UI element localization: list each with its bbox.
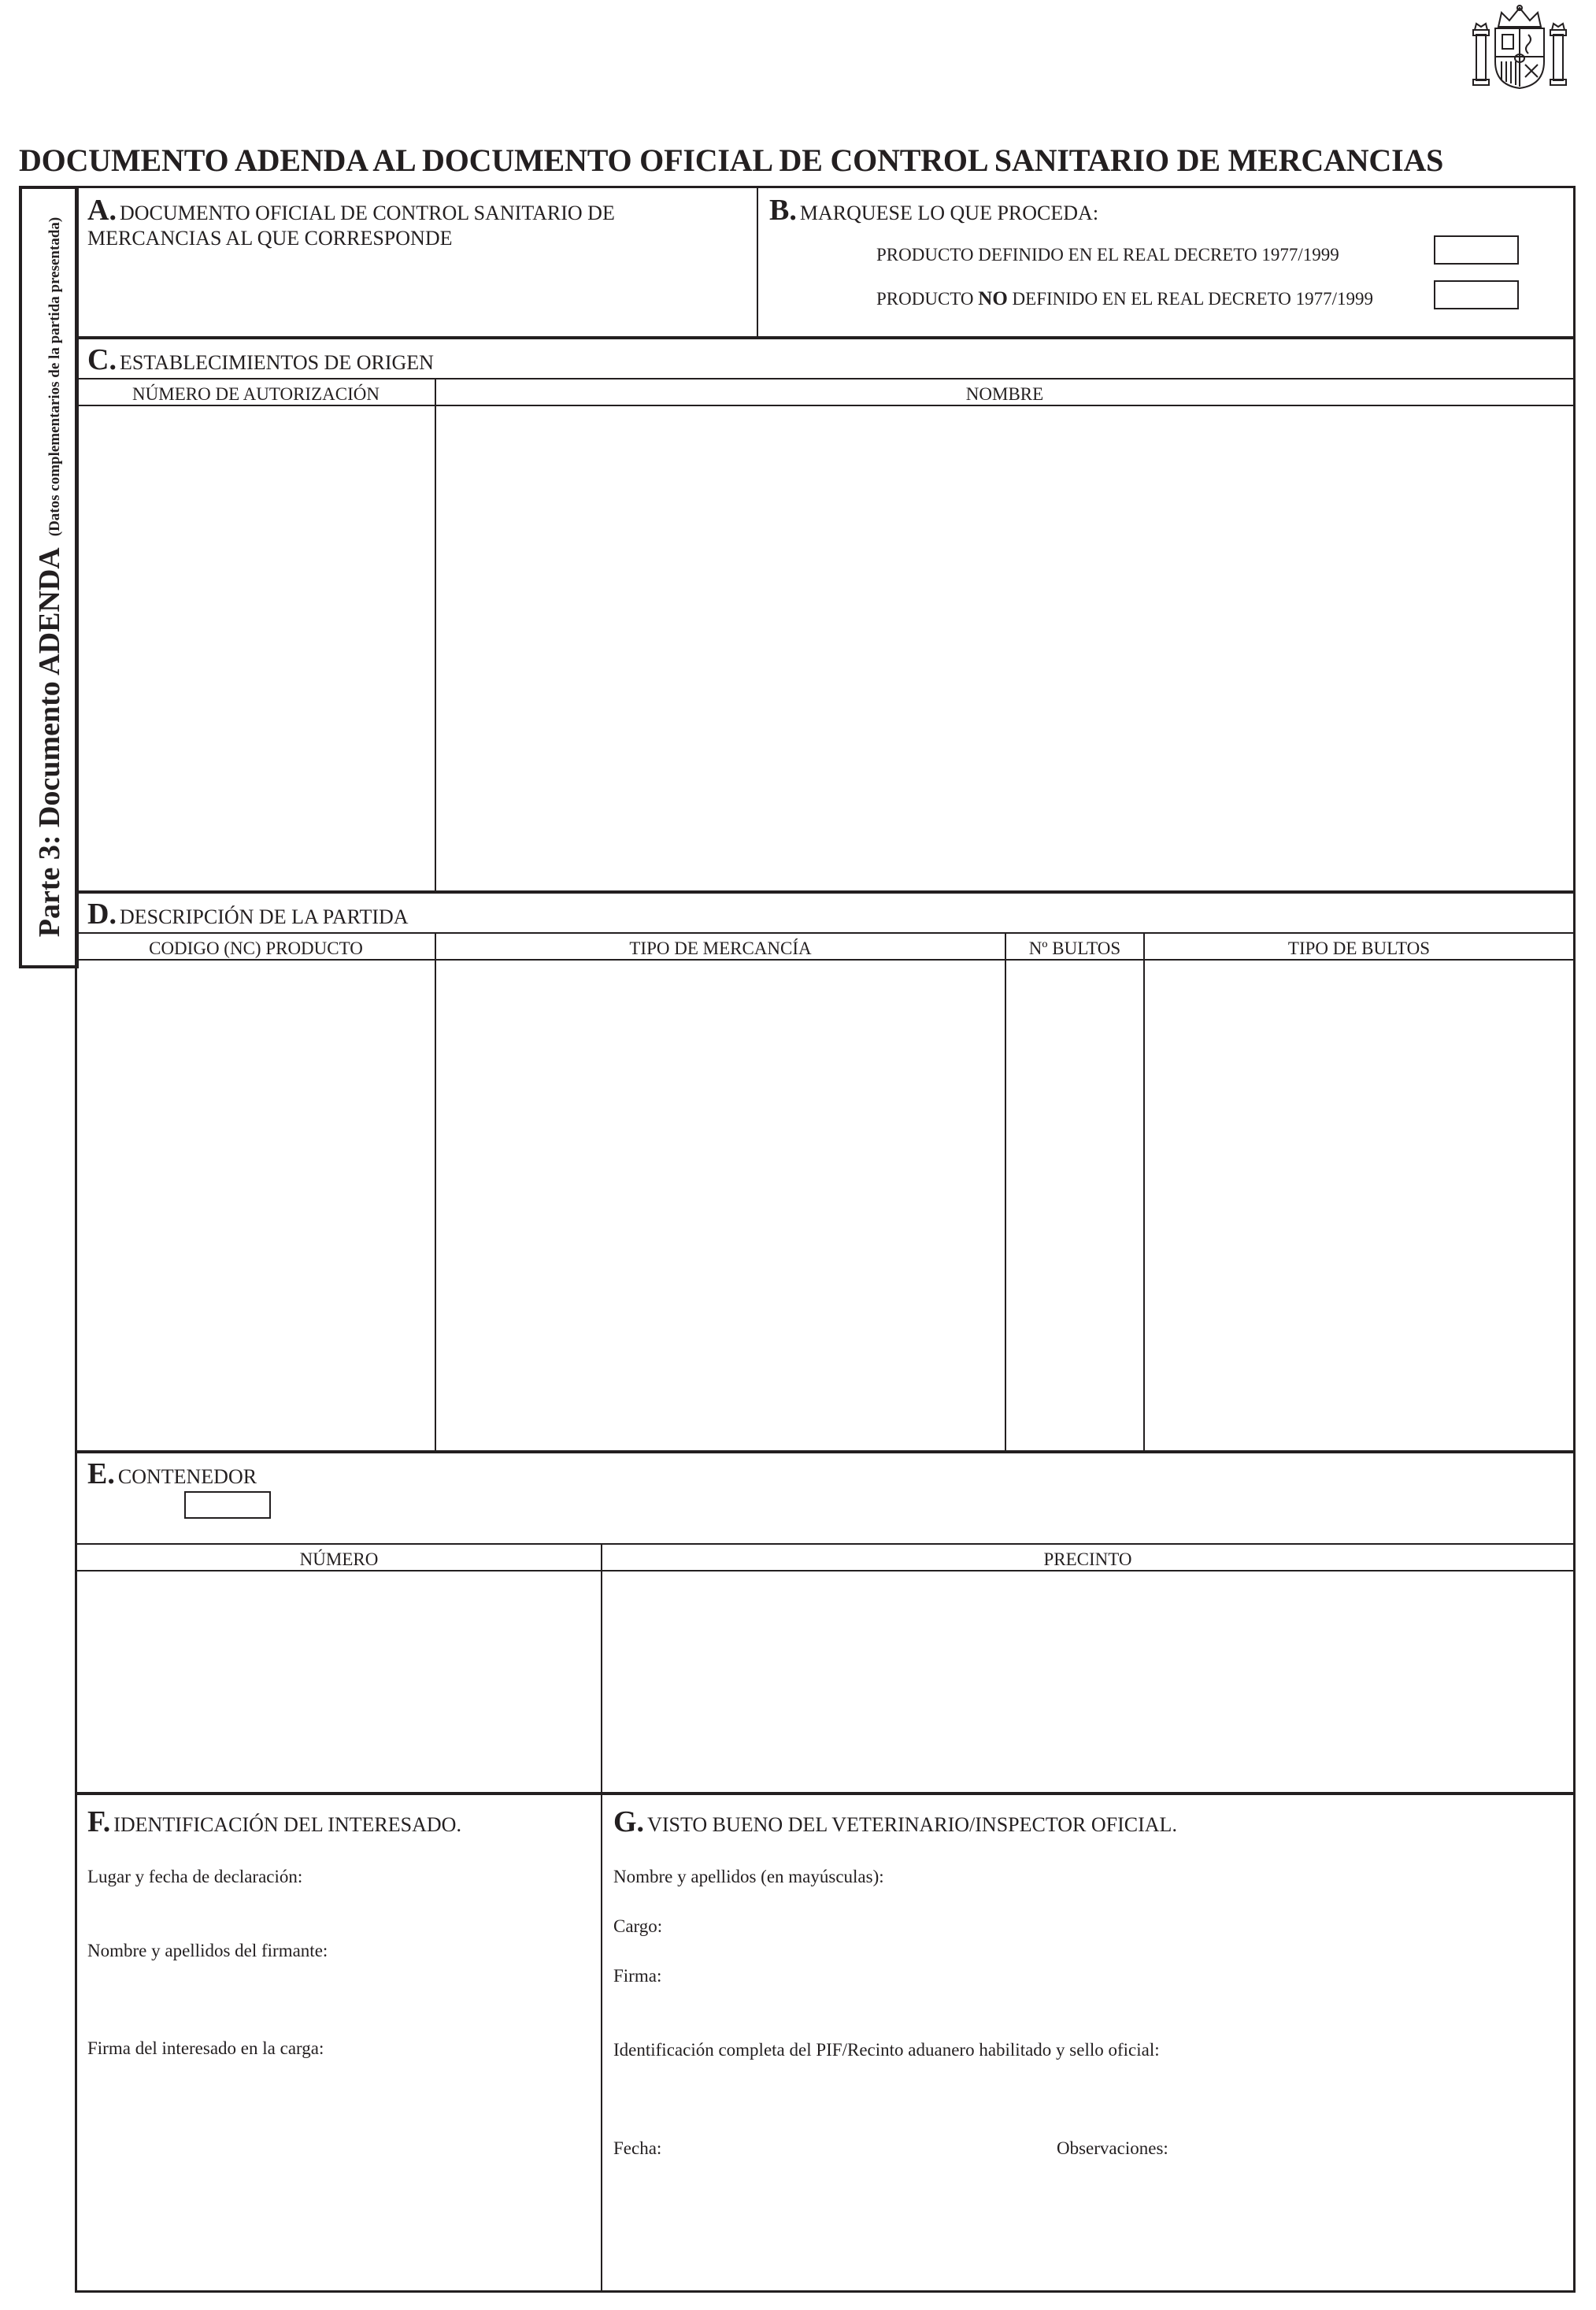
section-d-packages-type-cell[interactable] [1145,961,1573,1450]
section-e-letter: E. [87,1457,115,1490]
section-c-name-cell[interactable] [436,406,1573,890]
section-e-seal-cell[interactable] [602,1571,1573,1792]
section-d-col-packages-type: TIPO DE BULTOS [1287,938,1431,958]
section-c-title: ESTABLECIMIENTOS DE ORIGEN [119,351,434,374]
section-g-observations: Observaciones: [1057,2138,1168,2158]
section-d-title: DESCRIPCIÓN DE LA PARTIDA [119,905,409,928]
section-f-signature: Firma del interesado en la carga: [87,2038,324,2058]
section-d-heading [87,899,409,929]
section-b-heading [769,195,1098,225]
section-c-letter: C. [87,343,117,376]
section-e-col-number: NÚMERO [299,1549,379,1569]
section-d-col-packages-count: Nº BULTOS [1028,938,1121,958]
section-f-declaration-place-date-field[interactable] [87,1890,591,1937]
section-a-letter: A. [87,194,117,227]
section-d-header-top [76,932,1575,934]
section-e-container-checkbox[interactable] [184,1491,271,1519]
section-d-packages-count-cell[interactable] [1006,961,1143,1450]
divider-a-b [757,186,758,337]
section-g-position: Cargo: [613,1916,663,1936]
section-f-letter: F. [87,1805,111,1838]
section-d-code-cell[interactable] [77,961,435,1450]
section-g-pif-identification: Identificación completa del PIF/Recinto aduanero habilitado y sello oficial: [613,2040,1160,2060]
section-d-goods-type-cell[interactable] [436,961,1005,1450]
section-d-top-rule [76,890,1575,894]
side-label-sub: (Datos complementarios de la partida presentada) [46,217,63,537]
section-b-title: MARQUESE LO QUE PROCEDA: [799,202,1099,224]
section-c-heading [87,345,434,375]
section-c-authorization-cell[interactable] [77,406,435,890]
frame-bottom [75,2290,1576,2293]
frame-right [1573,186,1576,2293]
section-e-col-seal: PRECINTO [1043,1549,1132,1569]
section-e-heading [87,1459,257,1489]
frame-top [76,186,1575,188]
section-f-signer-name-field[interactable] [87,1964,591,2034]
section-g-official-name: Nombre y apellidos (en mayúsculas): [613,1867,884,1886]
section-b-option1-checkbox[interactable] [1434,235,1519,265]
section-f-heading [87,1807,461,1837]
section-g-signature: Firma: [613,1966,662,1986]
section-a-heading [87,195,615,225]
section-d-letter: D. [87,898,117,931]
section-e-title: CONTENEDOR [117,1465,257,1488]
section-c-col-authorization: NÚMERO DE AUTORIZACIÓN [132,384,380,404]
document-title: DOCUMENTO ADENDA AL DOCUMENTO OFICIAL DE CONTROL SANITARIO DE MERCANCIAS [19,143,1444,178]
section-b-option1-label: PRODUCTO DEFINIDO EN EL REAL DECRETO 1977/1999 [876,245,1339,265]
side-label-main: Parte 3: Documento ADENDA [33,547,66,938]
section-a-title-line1: DOCUMENTO OFICIAL DE CONTROL SANITARIO DE [119,202,615,224]
section-g-form-area[interactable] [613,1890,1566,2283]
section-c-top-rule [76,336,1575,339]
spain-coat-of-arms-icon [1468,3,1571,91]
section-f-signature-field[interactable] [87,2061,591,2282]
section-g-letter: G. [613,1805,645,1838]
section-d-col-code: CODIGO (NC) PRODUCTO [149,938,363,958]
section-b-option2-label: PRODUCTO NO DEFINIDO EN EL REAL DECRETO 1977/1999 [876,288,1374,309]
section-e-header-top [76,1543,1575,1545]
section-e-number-cell[interactable] [77,1571,601,1792]
section-b-letter: B. [769,194,797,227]
section-f-title: IDENTIFICACIÓN DEL INTERESADO. [113,1813,461,1836]
section-f-signer-name: Nombre y apellidos del firmante: [87,1941,328,1960]
section-g-heading [613,1807,1177,1837]
section-a-title-line2: MERCANCIAS AL QUE CORRESPONDE [87,227,453,250]
section-e-top-rule [76,1450,1575,1453]
section-b-option2-checkbox[interactable] [1434,280,1519,309]
section-c-col-name: NOMBRE [965,384,1044,404]
section-fg-top-rule [76,1792,1575,1795]
section-g-date: Fecha: [613,2138,662,2158]
section-f-declaration-place-date: Lugar y fecha de declaración: [87,1867,303,1886]
section-d-col-goods-type: TIPO DE MERCANCÍA [629,938,812,958]
section-g-title: VISTO BUENO DEL VETERINARIO/INSPECTOR OFICIAL. [647,1813,1177,1836]
section-c-header-top [76,378,1575,379]
